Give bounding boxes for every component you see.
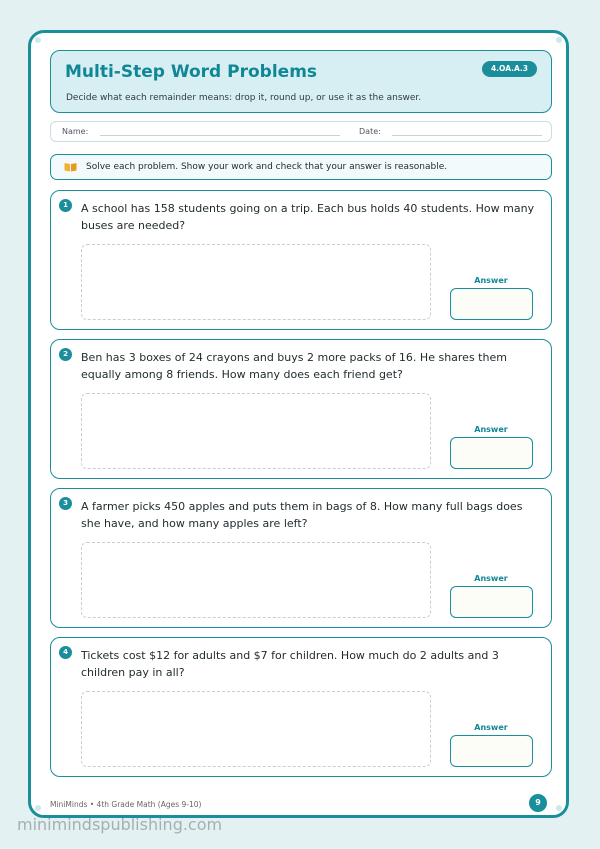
page-number: 9 xyxy=(529,794,547,812)
problem-number: 1 xyxy=(59,199,72,212)
answer-label: Answer xyxy=(474,425,508,434)
problem-number: 2 xyxy=(59,348,72,361)
work-area[interactable] xyxy=(81,244,431,320)
answer-label: Answer xyxy=(474,276,508,285)
standard-badge: 4.OA.A.3 xyxy=(482,61,537,77)
date-label: Date: xyxy=(359,127,381,136)
problem-card xyxy=(50,339,552,479)
corner-dot xyxy=(35,805,41,811)
answer-box[interactable] xyxy=(450,288,533,320)
answer-label: Answer xyxy=(474,574,508,583)
problem-number: 3 xyxy=(59,497,72,510)
problem-text: Ben has 3 boxes of 24 crayons and buys 2 more packs of 16. He shares them equally among 8 friends. How many does each friend get? xyxy=(81,351,507,381)
worksheet-page xyxy=(28,30,569,818)
page-title: Multi-Step Word Problems xyxy=(65,62,318,82)
problem-card xyxy=(50,488,552,628)
instructions-text: Solve each problem. Show your work and check that your answer is reasonable. xyxy=(86,162,448,172)
problem-text: A school has 158 students going on a trip. Each bus holds 40 students. How many buses are needed? xyxy=(81,202,535,232)
problem-number: 4 xyxy=(59,646,72,659)
problem-text: Tickets cost $12 for adults and $7 for children. How much do 2 adults and 3 children pay in all? xyxy=(81,649,499,679)
date-field[interactable] xyxy=(392,135,542,136)
name-date-row xyxy=(50,121,552,142)
corner-dot xyxy=(556,37,562,43)
work-area[interactable] xyxy=(81,393,431,469)
instructions-box xyxy=(50,154,552,180)
work-area[interactable] xyxy=(81,542,431,618)
problem-card xyxy=(50,637,552,777)
footer-text: MiniMinds • 4th Grade Math (Ages 9-10) xyxy=(50,800,202,809)
corner-dot xyxy=(556,805,562,811)
page-subtitle: Decide what each remainder means: drop it, round up, or use it as the answer. xyxy=(66,93,422,103)
worksheet-header xyxy=(50,50,552,113)
problem-text: A farmer picks 450 apples and puts them in bags of 8. How many full bags does she have, and how many apples are left? xyxy=(81,500,523,530)
name-label: Name: xyxy=(62,127,89,136)
answer-box[interactable] xyxy=(450,437,533,469)
answer-box[interactable] xyxy=(450,735,533,767)
book-icon xyxy=(64,162,77,172)
watermark: minimindspublishing.com xyxy=(17,815,223,834)
name-field[interactable] xyxy=(100,135,340,136)
work-area[interactable] xyxy=(81,691,431,767)
problem-card xyxy=(50,190,552,330)
corner-dot xyxy=(35,37,41,43)
answer-box[interactable] xyxy=(450,586,533,618)
answer-label: Answer xyxy=(474,723,508,732)
